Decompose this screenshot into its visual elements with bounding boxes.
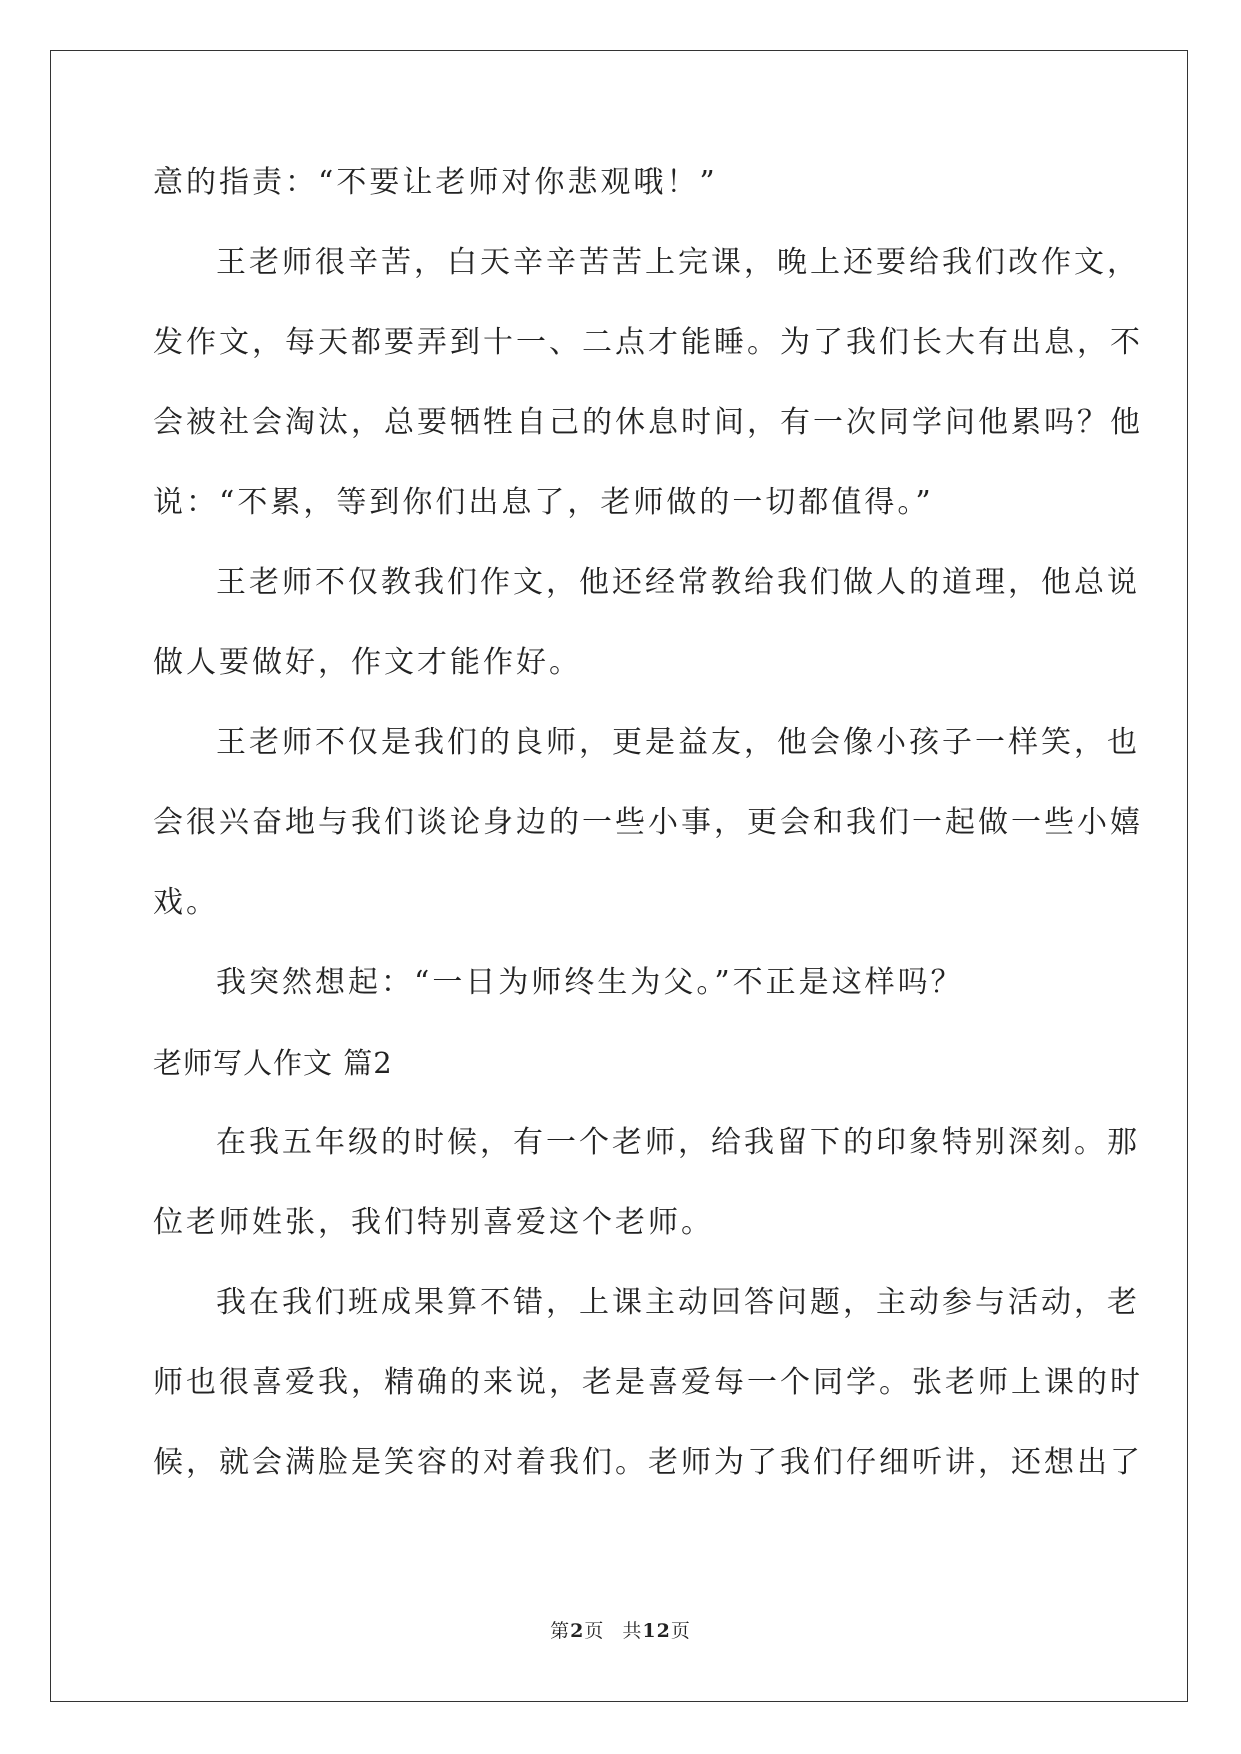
paragraph-line: 说：“不累，等到你们出息了，老师做的一切都值得。” [153,485,934,520]
page-prefix: 第 [550,1620,571,1642]
total-pages: 12 [642,1620,671,1642]
paragraph-line: 意的指责：“不要让老师对你悲观哦！” [153,165,718,200]
page-number: 2 [570,1620,585,1642]
paragraph-line: 戏。 [153,885,219,920]
paragraph-line: 候，就会满脸是笑容的对着我们。老师为了我们仔细听讲，还想出了 [153,1445,1143,1480]
paragraph-line: 王老师很辛苦，白天辛辛苦苦上完课，晚上还要给我们改作文， [216,245,1140,280]
document-body [153,158,1143,1518]
total-prefix: 共 [622,1620,643,1642]
paragraph-line: 做人要做好，作文才能作好。 [153,645,582,680]
paragraph-line: 会被社会淘汰，总要牺牲自己的休息时间，有一次同学问他累吗？他 [153,405,1143,440]
total-suffix: 页 [670,1620,691,1642]
section-heading: 老师写人作文 篇2 [153,1046,393,1080]
paragraph-line: 发作文，每天都要弄到十一、二点才能睡。为了我们长大有出息，不 [153,325,1143,360]
page-footer [0,1616,1241,1643]
paragraph-line: 会很兴奋地与我们谈论身边的一些小事，更会和我们一起做一些小嬉 [153,805,1143,840]
page-suffix: 页 [584,1620,605,1642]
paragraph-line: 我在我们班成果算不错，上课主动回答问题，主动参与活动，老 [216,1285,1140,1320]
paragraph-line: 师也很喜爱我，精确的来说，老是喜爱每一个同学。张老师上课的时 [153,1365,1143,1400]
paragraph-line: 王老师不仅是我们的良师，更是益友，他会像小孩子一样笑，也 [216,725,1140,760]
paragraph-line: 王老师不仅教我们作文，他还经常教给我们做人的道理，他总说 [216,565,1140,600]
paragraph-line: 在我五年级的时候，有一个老师，给我留下的印象特别深刻。那 [216,1125,1140,1160]
paragraph-line: 我突然想起：“一日为师终生为父。”不正是这样吗？ [216,965,964,1000]
paragraph-line: 位老师姓张，我们特别喜爱这个老师。 [153,1205,714,1240]
